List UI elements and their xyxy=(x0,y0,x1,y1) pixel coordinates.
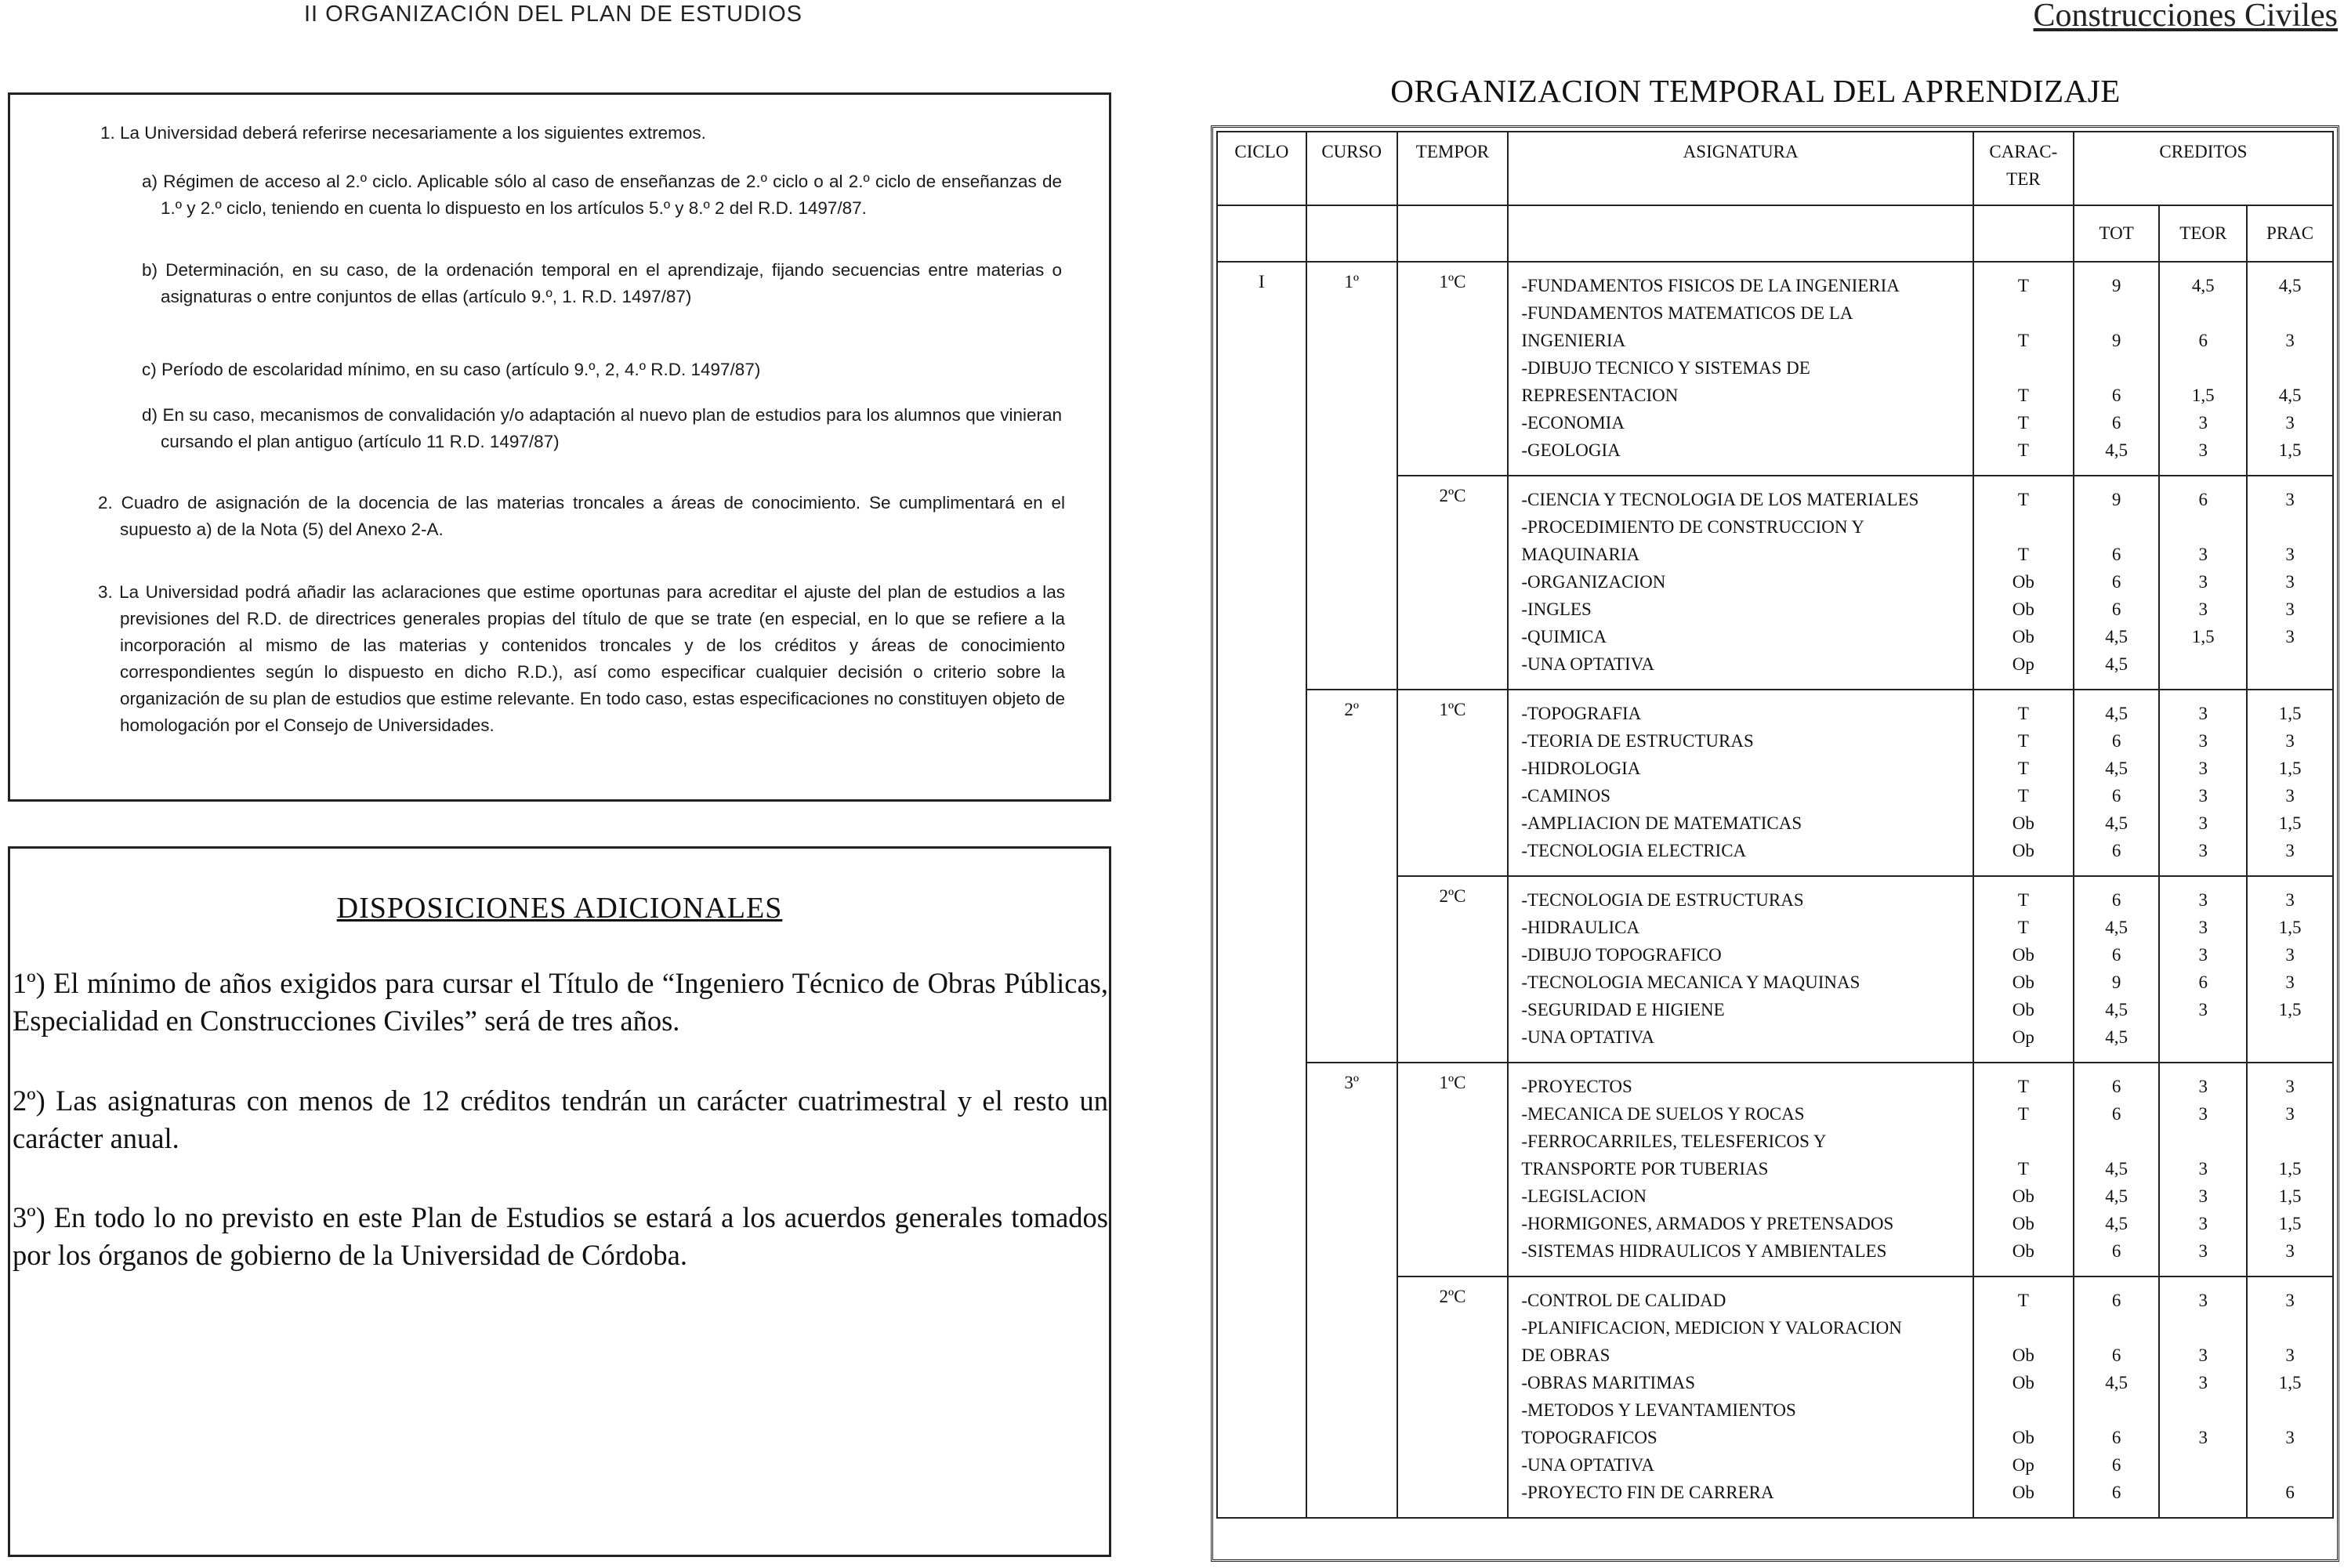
teor-cell xyxy=(2159,1276,2247,1518)
subject-caracter: T xyxy=(2017,918,2029,937)
subject-name: -UNA OPTATIVA xyxy=(1521,1027,1654,1047)
subject-caracter: T xyxy=(2017,276,2029,295)
blank-line xyxy=(1974,1314,2073,1342)
subject-name: -FUNDAMENTOS MATEMATICOS DE LA xyxy=(1521,303,1853,323)
subject-name: -TECNOLOGIA MECANICA Y MAQUINAS xyxy=(1521,972,1860,992)
tot-cell xyxy=(2074,690,2160,876)
col-caracter xyxy=(1973,132,2074,205)
blank-line xyxy=(2160,1396,2246,1424)
caracter-cell xyxy=(1973,476,2074,690)
section-header: II ORGANIZACIÓN DEL PLAN DE ESTUDIOS xyxy=(304,2,802,27)
subject-caracter: T xyxy=(2017,704,2029,723)
credits-prac xyxy=(2248,1451,2332,1479)
subject-caracter: T xyxy=(2017,1291,2029,1310)
credits-tot: 6 xyxy=(2111,1241,2121,1261)
credits-teor: 3 xyxy=(2198,572,2208,592)
credits-tot: 4,5 xyxy=(2105,1373,2128,1392)
asignatura-cell xyxy=(1508,1276,1973,1518)
credits-teor: 1,5 xyxy=(2191,386,2215,405)
table-row xyxy=(1217,690,2333,876)
credits-prac: 1,5 xyxy=(2278,759,2302,778)
credits-teor: 3 xyxy=(2198,890,2208,910)
blank-line xyxy=(2074,354,2159,382)
subject-name: -ORGANIZACION xyxy=(1521,572,1666,592)
subject-name: -GEOLOGIA xyxy=(1521,440,1621,460)
credits-prac: 1,5 xyxy=(2278,1186,2302,1206)
credits-teor xyxy=(2160,1023,2246,1051)
teor-cell xyxy=(2159,690,2247,876)
credits-teor: 6 xyxy=(2198,972,2208,992)
subject-name: -OBRAS MARITIMAS xyxy=(1521,1373,1696,1392)
subject-caracter: Ob xyxy=(2012,972,2034,992)
subject-name: -SISTEMAS HIDRAULICOS Y AMBIENTALES xyxy=(1521,1241,1887,1261)
credits-prac: 1,5 xyxy=(2278,440,2302,460)
credits-prac: 3 xyxy=(2285,731,2295,751)
credits-tot: 4,5 xyxy=(2105,1186,2128,1206)
curso-cell: 2º xyxy=(1306,690,1397,1063)
credits-prac: 1,5 xyxy=(2278,1159,2302,1179)
disposicion-2: 2º) Las asignaturas con menos de 12 créditos tendrán un carácter cuatrimestral y el resto un carácter anual. xyxy=(13,1085,1108,1154)
table-row xyxy=(1217,1063,2333,1276)
disposicion-1: 1º) El mínimo de años exigidos para cursar el Título de “Ingeniero Técnico de Obras Públicas, Especialidad en Construcciones Civiles” será de tres años. xyxy=(13,967,1108,1037)
curso-cell: 3º xyxy=(1306,1063,1397,1518)
credits-prac: 3 xyxy=(2285,1077,2295,1096)
subject-name: REPRESENTACION xyxy=(1521,386,1679,405)
credits-tot: 6 xyxy=(2111,572,2121,592)
subject-name: TOPOGRAFICOS xyxy=(1521,1428,1657,1447)
subject-caracter: T xyxy=(2017,440,2029,460)
subject-caracter: T xyxy=(2017,1104,2029,1124)
credits-tot: 6 xyxy=(2111,1483,2121,1502)
teor-cell xyxy=(2159,876,2247,1063)
credits-tot: 6 xyxy=(2111,890,2121,910)
credits-tot: 4,5 xyxy=(2105,813,2128,833)
col-tot: TOT xyxy=(2074,205,2160,262)
credits-tot: 6 xyxy=(2111,1291,2121,1310)
tempor-cell: 2ºC xyxy=(1397,1276,1509,1518)
schedule-table-frame xyxy=(1211,125,2339,1562)
credits-teor: 3 xyxy=(2198,1214,2208,1233)
subject-name: INGENIERIA xyxy=(1521,331,1626,350)
subject-name: DE OBRAS xyxy=(1521,1345,1610,1365)
subject-caracter: Op xyxy=(2012,1027,2034,1047)
subject-caracter: Ob xyxy=(2012,1186,2034,1206)
table-row xyxy=(1217,262,2333,476)
subject-caracter: T xyxy=(2017,545,2029,564)
subject-name: -TOPOGRAFIA xyxy=(1521,704,1642,723)
credits-teor: 3 xyxy=(2198,786,2208,806)
tot-cell xyxy=(2074,876,2160,1063)
credits-teor: 3 xyxy=(2198,413,2208,433)
credits-prac: 3 xyxy=(2285,599,2295,619)
subject-caracter: T xyxy=(2017,490,2029,509)
subject-caracter: Op xyxy=(2012,1455,2034,1475)
subject-caracter: Op xyxy=(2012,654,2034,674)
credits-tot: 6 xyxy=(2111,1345,2121,1365)
credits-teor: 4,5 xyxy=(2191,276,2215,295)
subject-name: -UNA OPTATIVA xyxy=(1521,654,1654,674)
subject-name: -PLANIFICACION, MEDICION Y VALORACION xyxy=(1521,1318,1902,1338)
blank-line xyxy=(2248,513,2332,541)
credits-tot: 4,5 xyxy=(2105,1214,2128,1233)
blank-line xyxy=(2248,354,2332,382)
subject-caracter: Ob xyxy=(2012,841,2034,860)
subject-caracter: Ob xyxy=(2012,813,2034,833)
tot-cell xyxy=(2074,1063,2160,1276)
blank-line xyxy=(2074,1396,2159,1424)
asignatura-cell xyxy=(1508,690,1973,876)
tempor-cell: 2ºC xyxy=(1397,476,1509,690)
tot-cell xyxy=(2074,262,2160,476)
credits-prac: 1,5 xyxy=(2278,1373,2302,1392)
credits-tot: 6 xyxy=(2111,945,2121,965)
subject-name: -FERROCARRILES, TELESFERICOS Y xyxy=(1521,1132,1827,1151)
credits-teor: 3 xyxy=(2198,1345,2208,1365)
subject-name: -TECNOLOGIA DE ESTRUCTURAS xyxy=(1521,890,1804,910)
credits-teor: 3 xyxy=(2198,759,2208,778)
caracter-cell xyxy=(1973,690,2074,876)
subject-name: -CAMINOS xyxy=(1521,786,1611,806)
blank-line xyxy=(2160,354,2246,382)
blank-line xyxy=(1974,1396,2073,1424)
credits-teor xyxy=(2160,1479,2246,1506)
ciclo-cell: I xyxy=(1217,262,1306,1518)
subject-name: -DIBUJO TECNICO Y SISTEMAS DE xyxy=(1521,358,1810,378)
credits-prac: 3 xyxy=(2285,972,2295,992)
subject-caracter: T xyxy=(2017,413,2029,433)
blank-line xyxy=(2160,1128,2246,1155)
credits-prac: 1,5 xyxy=(2278,1214,2302,1233)
subject-caracter: Ob xyxy=(2012,627,2034,646)
note-1: 1. La Universidad deberá referirse necesariamente a los siguientes extremos. xyxy=(100,123,706,143)
credits-teor: 3 xyxy=(2198,813,2208,833)
tot-cell xyxy=(2074,1276,2160,1518)
credits-prac: 3 xyxy=(2285,572,2295,592)
asignatura-cell xyxy=(1508,876,1973,1063)
credits-prac: 3 xyxy=(2285,627,2295,646)
credits-teor: 3 xyxy=(2198,599,2208,619)
subject-caracter: Ob xyxy=(2012,945,2034,965)
col-ciclo: CICLO xyxy=(1217,132,1306,205)
credits-teor xyxy=(2160,1451,2246,1479)
subject-caracter: Ob xyxy=(2012,572,2034,592)
credits-teor: 3 xyxy=(2198,1373,2208,1392)
credits-tot: 4,5 xyxy=(2105,1000,2128,1019)
teor-cell xyxy=(2159,476,2247,690)
blank-line xyxy=(1974,299,2073,327)
notes-box xyxy=(8,92,1111,802)
subject-name: -TECNOLOGIA ELECTRICA xyxy=(1521,841,1747,860)
col-caracter-line-2: TER xyxy=(2006,169,2041,189)
subject-name: -PROCEDIMIENTO DE CONSTRUCCION Y xyxy=(1521,517,1864,537)
blank-line xyxy=(2248,1314,2332,1342)
subject-name: -QUIMICA xyxy=(1521,627,1607,646)
prac-cell xyxy=(2247,690,2333,876)
prac-cell xyxy=(2247,262,2333,476)
subject-caracter: Ob xyxy=(2012,1000,2034,1019)
credits-tot: 6 xyxy=(2111,1428,2121,1447)
blank-line xyxy=(2074,299,2159,327)
specialty-title: Construcciones Civiles xyxy=(2033,0,2338,34)
credits-teor: 3 xyxy=(2198,704,2208,723)
subject-caracter: Ob xyxy=(2012,1428,2034,1447)
subject-name: -DIBUJO TOPOGRAFICO xyxy=(1521,945,1722,965)
subject-caracter: Ob xyxy=(2012,1373,2034,1392)
subject-name: -HIDROLOGIA xyxy=(1521,759,1641,778)
credits-tot: 4,5 xyxy=(2105,704,2128,723)
schedule-table-body xyxy=(1217,262,2333,1518)
caracter-cell xyxy=(1973,1063,2074,1276)
caracter-cell xyxy=(1973,262,2074,476)
credits-prac: 3 xyxy=(2285,1241,2295,1261)
credits-teor: 3 xyxy=(2198,1186,2208,1206)
subject-name: -METODOS Y LEVANTAMIENTOS xyxy=(1521,1400,1796,1420)
asignatura-cell xyxy=(1508,476,1973,690)
blank-line xyxy=(1974,354,2073,382)
blank-line xyxy=(2248,1396,2332,1424)
credits-teor: 3 xyxy=(2198,545,2208,564)
note-1c: c) Período de escolaridad mínimo, en su caso (artículo 9.º, 2, 4.º R.D. 1497/87) xyxy=(142,360,761,379)
tempor-cell: 2ºC xyxy=(1397,876,1509,1063)
subject-caracter: T xyxy=(2017,1159,2029,1179)
disposiciones-box xyxy=(8,846,1111,1557)
prac-cell xyxy=(2247,876,2333,1063)
subject-name: -ECONOMIA xyxy=(1521,413,1625,433)
credits-tot: 4,5 xyxy=(2105,440,2128,460)
tempor-cell: 1ºC xyxy=(1397,262,1509,476)
subject-name: -SEGURIDAD E HIGIENE xyxy=(1521,1000,1725,1019)
subject-caracter: Ob xyxy=(2012,1483,2034,1502)
credits-prac: 3 xyxy=(2285,331,2295,350)
blank-line xyxy=(2248,1128,2332,1155)
prac-cell xyxy=(2247,476,2333,690)
caracter-cell xyxy=(1973,1276,2074,1518)
credits-tot: 9 xyxy=(2111,276,2121,295)
note-2: 2. Cuadro de asignación de la docencia de las materias troncales a áreas de conocimiento. Se cumplimentará en el supuesto a) de la Nota (5) del Anexo 2-A. xyxy=(98,493,1065,539)
credits-tot: 6 xyxy=(2111,599,2121,619)
blank-line xyxy=(2160,1314,2246,1342)
credits-tot: 4,5 xyxy=(2105,759,2128,778)
subject-caracter: T xyxy=(2017,386,2029,405)
blank-line xyxy=(2160,513,2246,541)
blank-line xyxy=(1974,1128,2073,1155)
credits-prac: 1,5 xyxy=(2278,813,2302,833)
col-prac: PRAC xyxy=(2247,205,2333,262)
credits-teor: 3 xyxy=(2198,945,2208,965)
credits-tot: 6 xyxy=(2111,841,2121,860)
credits-teor: 6 xyxy=(2198,331,2208,350)
col-curso: CURSO xyxy=(1306,132,1397,205)
blank-line xyxy=(1974,513,2073,541)
tempor-cell: 1ºC xyxy=(1397,690,1509,876)
credits-prac xyxy=(2248,1023,2332,1051)
credits-tot: 9 xyxy=(2111,490,2121,509)
credits-teor: 6 xyxy=(2198,490,2208,509)
table-title: ORGANIZACION TEMPORAL DEL APRENDIZAJE xyxy=(1390,73,2121,109)
subject-name: -PROYECTO FIN DE CARRERA xyxy=(1521,1483,1774,1502)
credits-tot: 6 xyxy=(2111,786,2121,806)
credits-tot: 4,5 xyxy=(2105,654,2128,674)
blank-line xyxy=(2074,1128,2159,1155)
blank-line xyxy=(2160,299,2246,327)
curso-cell: 1º xyxy=(1306,262,1397,690)
subject-name: -MECANICA DE SUELOS Y ROCAS xyxy=(1521,1104,1805,1124)
disposicion-3: 3º) En todo lo no previsto en este Plan de Estudios se estará a los acuerdos generales tomados por los órganos de gobierno de la Universidad de Córdoba. xyxy=(13,1201,1108,1271)
credits-tot: 4,5 xyxy=(2105,1027,2128,1047)
credits-prac: 3 xyxy=(2285,413,2295,433)
credits-prac: 3 xyxy=(2285,1428,2295,1447)
subject-caracter: T xyxy=(2017,331,2029,350)
subject-name: -HORMIGONES, ARMADOS Y PRETENSADOS xyxy=(1521,1214,1894,1233)
tempor-cell: 1ºC xyxy=(1397,1063,1509,1276)
asignatura-cell xyxy=(1508,1063,1973,1276)
blank-line xyxy=(2248,299,2332,327)
credits-prac: 6 xyxy=(2285,1483,2295,1502)
credits-prac: 3 xyxy=(2285,1345,2295,1365)
col-caracter-line-1: CARAC- xyxy=(1989,142,2058,161)
note-1d: d) En su caso, mecanismos de convalidación y/o adaptación al nuevo plan de estudios para los alumnos que vinieran cursando el plan antiguo (artículo 11 R.D. 1497/87) xyxy=(142,405,1062,451)
credits-prac: 3 xyxy=(2285,786,2295,806)
blank-line xyxy=(2074,1314,2159,1342)
credits-prac: 3 xyxy=(2285,841,2295,860)
credits-prac: 1,5 xyxy=(2278,704,2302,723)
subject-name: -AMPLIACION DE MATEMATICAS xyxy=(1521,813,1802,833)
credits-teor: 3 xyxy=(2198,1104,2208,1124)
subject-caracter: T xyxy=(2017,786,2029,806)
subject-name: -CONTROL DE CALIDAD xyxy=(1521,1291,1726,1310)
col-creditos: CREDITOS xyxy=(2074,132,2333,205)
asignatura-cell xyxy=(1508,262,1973,476)
credits-tot: 4,5 xyxy=(2105,1159,2128,1179)
tot-cell xyxy=(2074,476,2160,690)
subject-name: TRANSPORTE POR TUBERIAS xyxy=(1521,1159,1769,1179)
subject-name: -HIDRAULICA xyxy=(1521,918,1640,937)
note-1b: b) Determinación, en su caso, de la ordenación temporal en el aprendizaje, fijando secuencias entre materias o asignaturas o entre conjuntos de ellas (artículo 9.º, 1. R.D. 1497/87) xyxy=(142,260,1062,306)
credits-teor: 3 xyxy=(2198,1428,2208,1447)
credits-teor: 3 xyxy=(2198,918,2208,937)
credits-prac: 4,5 xyxy=(2278,386,2302,405)
credits-prac: 3 xyxy=(2285,490,2295,509)
subject-caracter: T xyxy=(2017,759,2029,778)
credits-tot: 6 xyxy=(2111,386,2121,405)
credits-teor: 3 xyxy=(2198,841,2208,860)
credits-teor: 3 xyxy=(2198,1241,2208,1261)
caracter-cell xyxy=(1973,876,2074,1063)
credits-teor: 3 xyxy=(2198,731,2208,751)
credits-teor: 3 xyxy=(2198,1077,2208,1096)
subject-name: -TEORIA DE ESTRUCTURAS xyxy=(1521,731,1754,751)
credits-prac: 3 xyxy=(2285,945,2295,965)
credits-prac: 1,5 xyxy=(2278,1000,2302,1019)
subject-name: -INGLES xyxy=(1521,599,1592,619)
subject-name: -UNA OPTATIVA xyxy=(1521,1455,1654,1475)
subject-name: -CIENCIA Y TECNOLOGIA DE LOS MATERIALES xyxy=(1521,490,1919,509)
blank-line xyxy=(2074,513,2159,541)
subject-name: -PROYECTOS xyxy=(1521,1077,1632,1096)
subject-caracter: T xyxy=(2017,1077,2029,1096)
credits-teor: 1,5 xyxy=(2191,627,2215,646)
subject-caracter: Ob xyxy=(2012,1214,2034,1233)
subject-caracter: Ob xyxy=(2012,1345,2034,1365)
teor-cell xyxy=(2159,1063,2247,1276)
credits-teor xyxy=(2160,650,2246,678)
note-3: 3. La Universidad podrá añadir las aclaraciones que estime oportunas para acreditar el ajuste del plan de estudios a las previsiones del R.D. de directrices generales propias del título de que se trate (en especial, en lo que se refiere a la incorporación al mismo de las materias y contenidos troncales y de los créditos y áreas de conocimiento correspondientes según lo dispuesto en dicho R.D.), así como especificar cualquier decisión o criterio sobre la organización de su plan de estudios que estime relevante. En todo caso, estas especificaciones no constituyen objeto de homologación por el Consejo de Universidades. xyxy=(98,582,1065,735)
credits-tot: 6 xyxy=(2111,413,2121,433)
subject-caracter: Ob xyxy=(2012,599,2034,619)
subject-name: -LEGISLACION xyxy=(1521,1186,1647,1206)
credits-tot: 4,5 xyxy=(2105,918,2128,937)
prac-cell xyxy=(2247,1276,2333,1518)
subject-caracter: T xyxy=(2017,890,2029,910)
credits-prac: 3 xyxy=(2285,1291,2295,1310)
credits-prac: 3 xyxy=(2285,545,2295,564)
subject-caracter: T xyxy=(2017,731,2029,751)
credits-teor: 3 xyxy=(2198,1000,2208,1019)
credits-tot: 9 xyxy=(2111,331,2121,350)
credits-prac: 3 xyxy=(2285,890,2295,910)
credits-prac: 4,5 xyxy=(2278,276,2302,295)
credits-tot: 6 xyxy=(2111,1104,2121,1124)
subject-name: MAQUINARIA xyxy=(1521,545,1640,564)
credits-teor: 3 xyxy=(2198,1291,2208,1310)
credits-tot: 6 xyxy=(2111,545,2121,564)
credits-tot: 6 xyxy=(2111,1077,2121,1096)
schedule-table xyxy=(1216,131,2334,1519)
credits-teor: 3 xyxy=(2198,440,2208,460)
credits-teor: 3 xyxy=(2198,1159,2208,1179)
credits-tot: 6 xyxy=(2111,731,2121,751)
teor-cell xyxy=(2159,262,2247,476)
subject-caracter: Ob xyxy=(2012,1241,2034,1261)
note-1a: a) Régimen de acceso al 2.º ciclo. Aplicable sólo al caso de enseñanzas de 2.º ciclo o al 2.º ciclo de enseñanzas de 1.º y 2.º ciclo, teniendo en cuenta lo dispuesto en los artículos 5.º y 8.º 2 del R.D. 1497/87. xyxy=(142,172,1062,218)
credits-tot: 6 xyxy=(2111,1455,2121,1475)
credits-prac: 3 xyxy=(2285,1104,2295,1124)
col-teor: TEOR xyxy=(2159,205,2247,262)
disposiciones-title: DISPOSICIONES ADICIONALES xyxy=(336,892,783,925)
col-asignatura: ASIGNATURA xyxy=(1508,132,1973,205)
credits-prac: 1,5 xyxy=(2278,918,2302,937)
prac-cell xyxy=(2247,1063,2333,1276)
credits-prac xyxy=(2248,650,2332,678)
credits-tot: 4,5 xyxy=(2105,627,2128,646)
col-tempor: TEMPOR xyxy=(1397,132,1509,205)
credits-tot: 9 xyxy=(2111,972,2121,992)
subject-name: -FUNDAMENTOS FISICOS DE LA INGENIERIA xyxy=(1521,276,1900,295)
